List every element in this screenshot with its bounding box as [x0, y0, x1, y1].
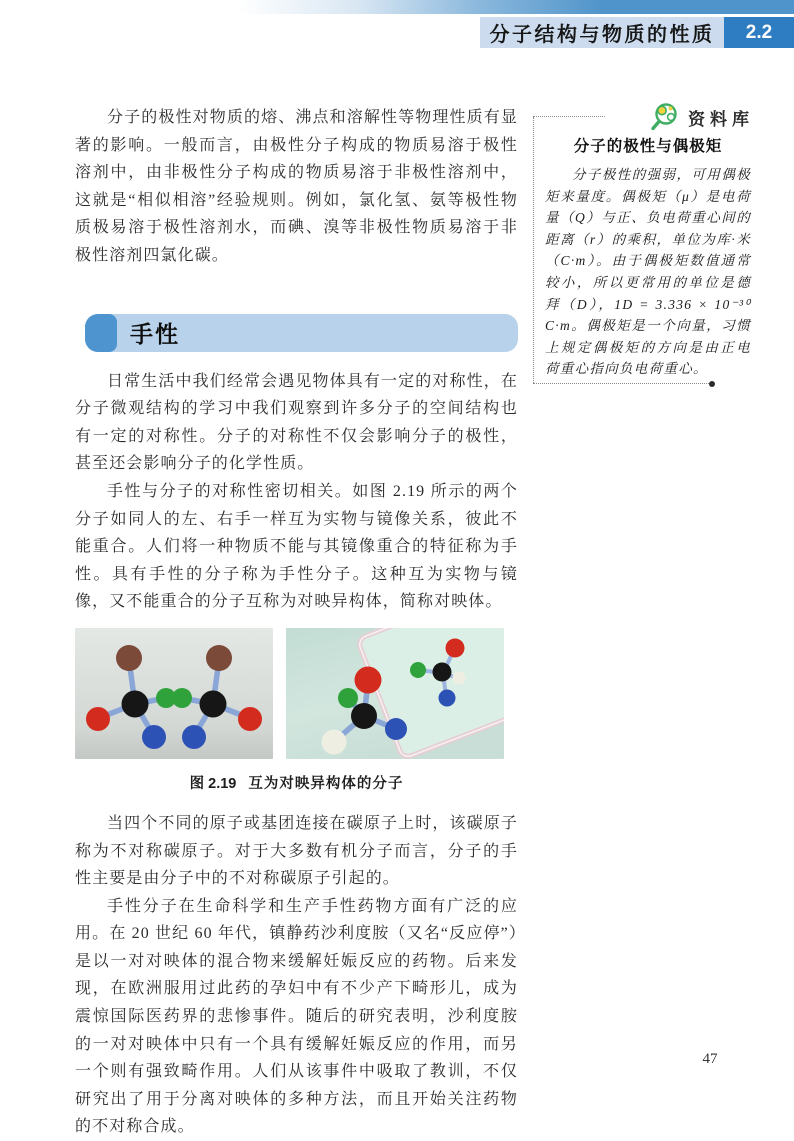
databox-header	[599, 100, 754, 134]
databox-text: 分子极性的强弱，可用偶极矩来量度。偶极矩（μ）是电荷量（Q）与正、负电荷重心间的距离（r）的乘积，单位为库·米（C·m）。由于偶极矩数值通常较小，所以更常用的单位是德拜（D），1D = 3.336 × 10⁻³⁰ C·m。偶极矩是一个向量，习惯上规定偶极矩的方向是由正电荷重心指向负电荷重心。	[545, 167, 751, 377]
chapter-title: 分子结构与物质的性质	[480, 17, 724, 48]
databox-tag-label: 资料库	[688, 109, 754, 129]
photo-enantiomer-models	[75, 628, 273, 759]
paragraph-symmetry: 日常生活中我们经常会遇见物体具有一定的对称性，在分子微观结构的学习中我们观察到许多分子的空间结构也有一定的对称性。分子的对称性不仅会影响分子的极性，甚至还会影响分子的化学性质。	[75, 372, 518, 473]
page-number: 47	[702, 1051, 718, 1067]
figure-2-19	[75, 628, 518, 759]
header-gradient-strip	[0, 0, 794, 14]
paragraph-polarity-solubility: 分子的极性对物质的熔、沸点和溶解性等物理性质有显著的影响。一般而言，由极性分子构成的物质易溶于极性溶剂中，由非极性分子构成的物质易溶于非极性溶剂中，这就是“相似相溶”经验规则。例如，氯化氢、氨等极性物质极易溶于极性溶剂水，而碘、溴等非极性物质易溶于非极性溶剂四氯化碳。	[75, 109, 518, 264]
resource-library-icon	[649, 100, 683, 134]
heading-accent-cap	[85, 314, 117, 352]
figure-caption-label: 图 2.19	[189, 775, 237, 792]
page-header	[480, 17, 794, 48]
section-heading-chirality	[85, 314, 518, 352]
main-column	[75, 104, 518, 1141]
paragraph-asymmetric-carbon: 当四个不同的原子或基团连接在碳原子上时，该碳原子称为不对称碳原子。对于大多数有机分子而言，分子的手性主要是由分子中的不对称碳原子引起的。	[75, 814, 518, 888]
enantiomer-models-illustration	[75, 628, 273, 759]
databox-title: 分子的极性与偶极矩	[573, 138, 723, 155]
sidebar-databox	[533, 109, 756, 383]
section-heading-label: 手性	[130, 321, 180, 348]
databox-end-rule	[533, 383, 709, 384]
paragraph-thalidomide: 手性分子在生命科学和生产手性药物方面有广泛的应用。在 20 世纪 60 年代，镇静药沙利度胺（又名“反应停”）是以一对对映体的混合物来缓解妊娠反应的药物。后来发现，在欧洲服用过此药的孕妇中有不少产下畸形儿，成为震惊国际医药界的悲惨事件。随后的研究表明，沙利度胺的一对对映体中只有一个具有缓解妊娠反应的作用，而另一个则有强致畸作用。人们从该事件中吸取了教训，不仅研究出了用于分离对映体的多种方法，而且开始关注药物的不对称合成。	[75, 897, 518, 1136]
section-number-badge: 2.2	[724, 17, 794, 48]
databox-frame	[533, 117, 756, 383]
figure-caption-text: 互为对映异构体的分子	[248, 775, 404, 792]
figure-caption	[75, 772, 518, 793]
mirror-reflection-illustration	[286, 628, 504, 759]
paragraph-chirality-definition: 手性与分子的对称性密切相关。如图 2.19 所示的两个分子如同人的左、右手一样互为实物与镜像关系，彼此不能重合。人们将一种物质不能与其镜像重合的特征称为手性。具有手性的分子称为手性分子。这种互为实物与镜像，又不能重合的分子互称为对映异构体，简称对映体。	[75, 482, 518, 611]
photo-model-with-mirror	[286, 628, 504, 759]
